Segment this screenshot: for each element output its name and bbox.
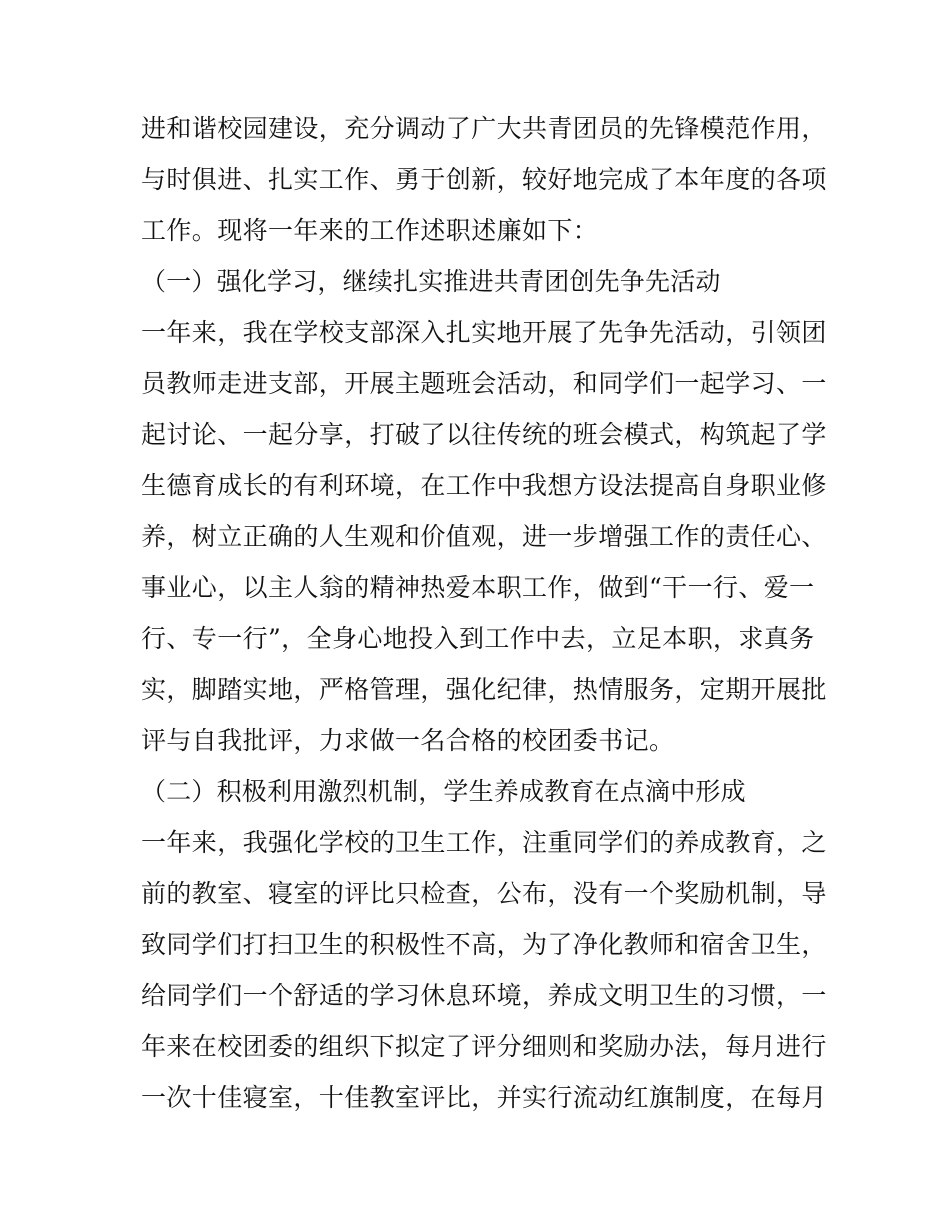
body-line-15: 一年来，我强化学校的卫生工作，注重同学们的养成教育，之 (141, 828, 827, 857)
body-line-5: 一年来，我在学校支部深入扎实地开展了先争先活动，引领团 (141, 318, 827, 347)
body-line-17: 致同学们打扫卫生的积极性不高，为了净化教师和宿舍卫生， (141, 930, 827, 959)
body-line-19: 年来在校团委的组织下拟定了评分细则和奖励办法，每月进行 (141, 1032, 827, 1061)
body-line-12: 实，脚踏实地，严格管理，强化纪律，热情服务，定期开展批 (141, 675, 827, 704)
section-heading-2: （二）积极利用激烈机制，学生养成教育在点滴中形成 (141, 777, 746, 806)
body-line-13: 评与自我批评，力求做一名合格的校团委书记。 (141, 726, 675, 755)
body-line-10: 事业心，以主人翁的精神热爱本职工作，做到“干一行、爱一 (141, 573, 815, 602)
body-line-2: 与时俱进、扎实工作、勇于创新，较好地完成了本年度的各项 (141, 165, 827, 194)
body-line-18: 给同学们一个舒适的学习休息环境，养成文明卫生的习惯，一 (141, 981, 827, 1010)
document-body (141, 103, 827, 1123)
body-line-1: 进和谐校园建设，充分调动了广大共青团员的先锋模范作用， (141, 114, 827, 143)
body-line-8: 生德育成长的有利环境，在工作中我想方设法提高自身职业修 (141, 471, 827, 500)
body-line-3: 工作。现将一年来的工作述职述廉如下： (141, 216, 599, 245)
body-line-16: 前的教室、寝室的评比只检查，公布，没有一个奖励机制，导 (141, 879, 827, 908)
body-line-9: 养，树立正确的人生观和价值观，进一步增强工作的责任心、 (141, 522, 827, 551)
body-line-6: 员教师走进支部，开展主题班会活动，和同学们一起学习、一 (141, 369, 827, 398)
body-line-11: 行、专一行”，全身心地投入到工作中去，立足本职，求真务 (141, 624, 815, 653)
body-line-20: 一次十佳寝室，十佳教室评比，并实行流动红旗制度，在每月 (141, 1083, 827, 1112)
section-heading-1: （一）强化学习，继续扎实推进共青团创先争先活动 (141, 267, 721, 296)
body-line-7: 起讨论、一起分享，打破了以往传统的班会模式，构筑起了学 (141, 420, 827, 449)
